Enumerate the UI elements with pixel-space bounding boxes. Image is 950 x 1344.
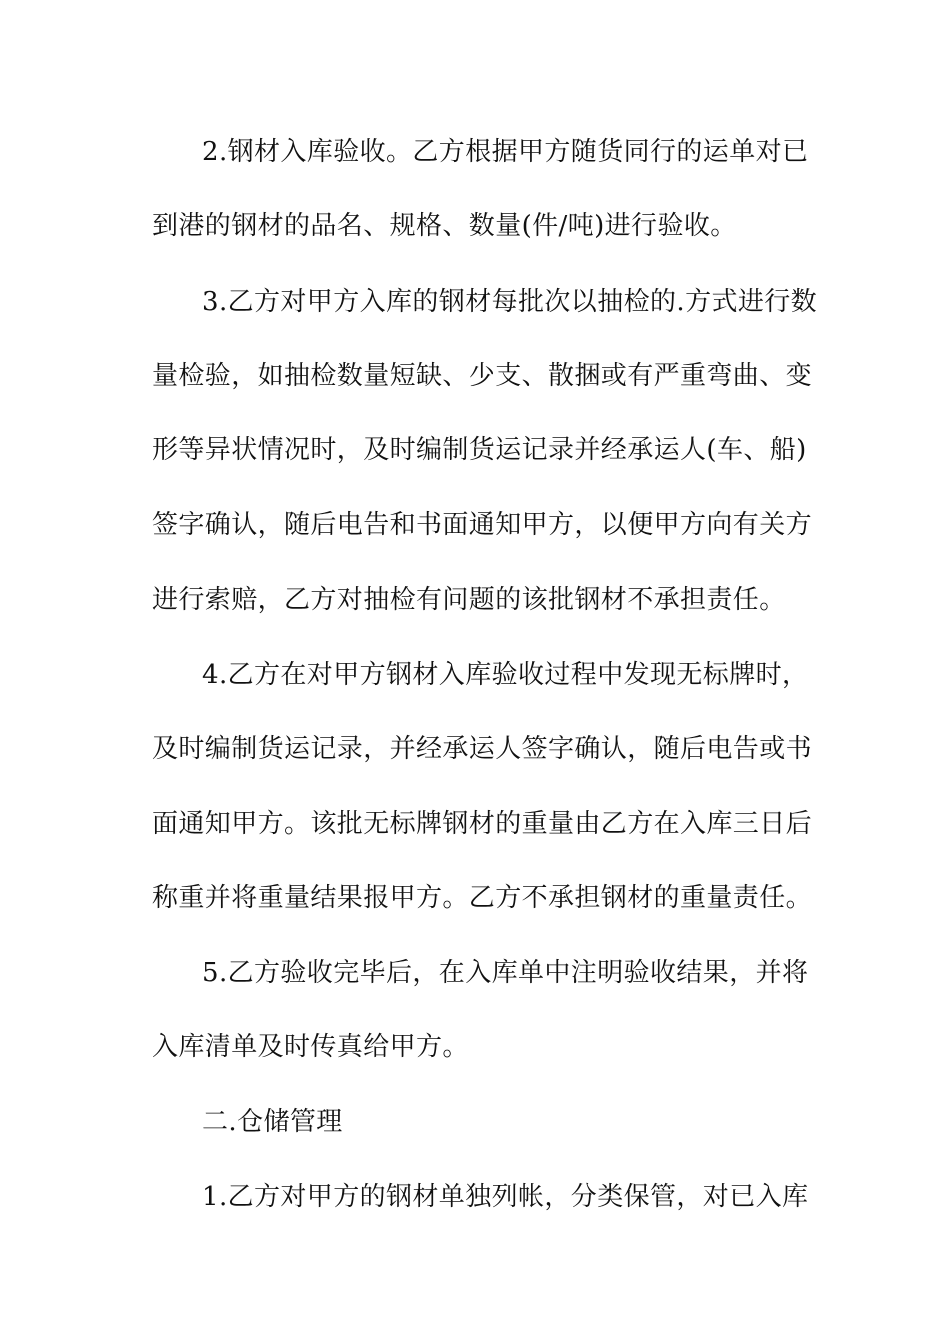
paragraph-3-line-4: 签字确认，随后电告和书面通知甲方，以便甲方向有关方	[152, 510, 813, 540]
paragraph-4-line-4: 称重并将重量结果报甲方。乙方不承担钢材的重量责任。	[152, 883, 813, 913]
paragraph-4-line-2: 及时编制货运记录，并经承运人签字确认，随后电告或书	[152, 734, 813, 764]
paragraph-5-line-2: 入库清单及时传真给甲方。	[152, 1032, 469, 1062]
paragraph-3-line-5: 进行索赔，乙方对抽检有问题的该批钢材不承担责任。	[152, 585, 786, 615]
paragraph-3-line-3: 形等异状情况时，及时编制货运记录并经承运人(车、船)	[152, 435, 807, 465]
paragraph-3-line-2: 量检验，如抽检数量短缺、少支、散捆或有严重弯曲、变	[152, 361, 813, 391]
paragraph-3-line-1: 3.乙方对甲方入库的钢材每批次以抽检的.方式进行数	[202, 287, 818, 317]
paragraph-5-line-1: 5.乙方验收完毕后，在入库单中注明验收结果，并将	[202, 958, 809, 988]
section-paragraph-1-line-1: 1.乙方对甲方的钢材单独列帐，分类保管，对已入库	[202, 1182, 809, 1212]
paragraph-4-line-3: 面通知甲方。该批无标牌钢材的重量由乙方在入库三日后	[152, 809, 813, 839]
paragraph-2-line-2: 到港的钢材的品名、规格、数量(件/吨)进行验收。	[152, 211, 737, 241]
section-heading: 二.仓储管理	[202, 1107, 343, 1137]
paragraph-2-line-1: 2.钢材入库验收。乙方根据甲方随货同行的运单对已	[202, 137, 809, 167]
paragraph-4-line-1: 4.乙方在对甲方钢材入库验收过程中发现无标牌时，	[202, 660, 809, 690]
